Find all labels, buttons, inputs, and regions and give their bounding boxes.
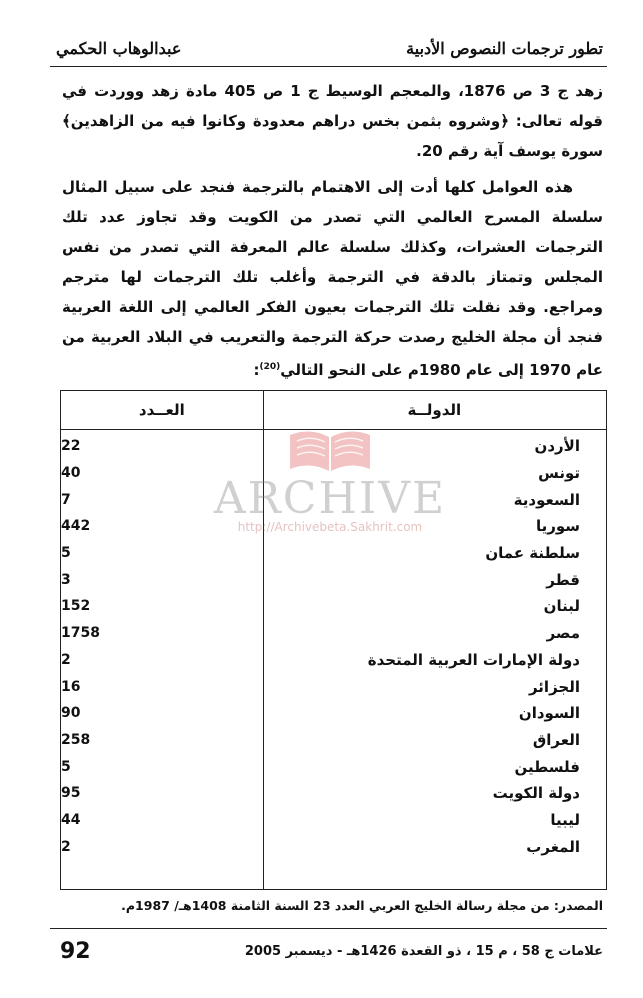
country-cell: السعودية: [513, 490, 580, 509]
table-row: [61, 673, 606, 700]
country-cell: الأردن: [534, 437, 580, 456]
paragraph-2-end: :: [253, 361, 260, 379]
paragraph-2: [62, 172, 603, 385]
country-cell: قطر: [546, 570, 580, 589]
table-row: [61, 780, 606, 807]
book-title: تطور ترجمات النصوص الأدبية: [406, 38, 603, 58]
watermark-title: ARCHIVE: [213, 473, 447, 524]
watermark-url: http://Archivebeta.Sakhrit.com: [237, 520, 423, 534]
table-row: [61, 620, 606, 647]
country-cell: لبنان: [543, 597, 580, 616]
table-row: [61, 593, 606, 620]
count-cell: 16: [61, 678, 81, 695]
table-header: [61, 391, 606, 430]
table-row: [61, 647, 606, 674]
issue-info: علامات ج 58 ، م 15 ، ذو القعدة 1426هـ - ديسمبر 2005: [244, 943, 603, 959]
footnote-reference: (20): [259, 362, 281, 372]
count-cell: 3: [61, 571, 71, 588]
table-row: [61, 566, 606, 593]
country-cell: الجزائر: [528, 677, 580, 696]
country-cell: فلسطين: [514, 757, 580, 776]
count-cell: 22: [61, 438, 81, 455]
table-row: [61, 540, 606, 567]
count-cell: 1758: [61, 625, 100, 642]
author-name: عبدالوهاب الحكمي: [56, 38, 182, 58]
country-cell: ليبيا: [550, 810, 580, 829]
source-note: المصدر: من مجلة رسالة الخليج العربي العدد 23 السنة الثامنة 1408هـ/ 1987م.: [121, 898, 603, 913]
paragraph-1: زهد ج 3 ص 1876، والمعجم الوسيط ج 1 ص 405 مادة زهد ووردت في قوله تعالى: ﴿وشروه بثمن بخس دراهم معدودة وكانوا فيه من الزاهدين﴾ سورة يوسف آية رقم 20.: [62, 82, 603, 160]
table-row: [61, 753, 606, 780]
count-cell: 258: [61, 731, 91, 748]
table-row: [61, 833, 606, 860]
count-cell: 442: [61, 518, 91, 535]
country-cell: سلطنة عمان: [485, 544, 580, 563]
count-cell: 5: [61, 758, 71, 775]
page-header: [56, 32, 603, 64]
country-cell: تونس: [538, 464, 580, 483]
country-cell: دولة الكويت: [492, 784, 580, 803]
table-row: [61, 433, 606, 460]
table-row: [61, 807, 606, 834]
header-country: الدولــة: [407, 401, 462, 419]
country-cell: السودان: [518, 704, 580, 723]
paragraph-2-text: هذه العوامل كلها أدت إلى الاهتمام بالترجمة فنجد على سبيل المثال سلسلة المسرح العالمي التي تصدر من الكويت وقد تجاوز عدد تلك الترجمات العشرات، وكذلك سلسلة عالم المعرفة التي تصدر من نفس المجلس وتمتاز بالدقة في الترجمة وأغلب تلك الترجمات لها مترجم ومراجع. وقد نقلت تلك الترجمات بعيون الفكر العالمي إلى اللغة العربية فنجد أن مجلة الخليج رصدت حركة الترجمة والتعريب في البلاد العربية من عام 1970 إلى عام 1980م على النحو التالي: [62, 178, 603, 379]
count-cell: 2: [61, 838, 71, 855]
header-count: العــدد: [138, 401, 185, 419]
translations-table: [60, 390, 607, 890]
country-cell: سوريا: [535, 517, 580, 536]
footer-divider: [50, 928, 607, 929]
country-cell: العراق: [532, 730, 580, 749]
country-cell: مصر: [546, 624, 580, 643]
count-cell: 44: [61, 811, 81, 828]
body-text: [62, 76, 603, 385]
count-cell: 152: [61, 598, 91, 615]
count-cell: 2: [61, 651, 71, 668]
country-cell: المغرب: [526, 837, 580, 856]
table-body: [61, 433, 606, 860]
count-cell: 7: [61, 491, 71, 508]
count-cell: 5: [61, 545, 71, 562]
page-number: 92: [60, 938, 91, 964]
table-row: [61, 486, 606, 513]
table-row: [61, 513, 606, 540]
count-cell: 40: [61, 465, 81, 482]
table-row: [61, 460, 606, 487]
table-row: [61, 727, 606, 754]
table-row: [61, 700, 606, 727]
header-divider: [50, 66, 607, 67]
count-cell: 90: [61, 705, 81, 722]
count-cell: 95: [61, 785, 81, 802]
page-footer: [60, 934, 603, 968]
country-cell: دولة الإمارات العربية المتحدة: [367, 650, 580, 669]
